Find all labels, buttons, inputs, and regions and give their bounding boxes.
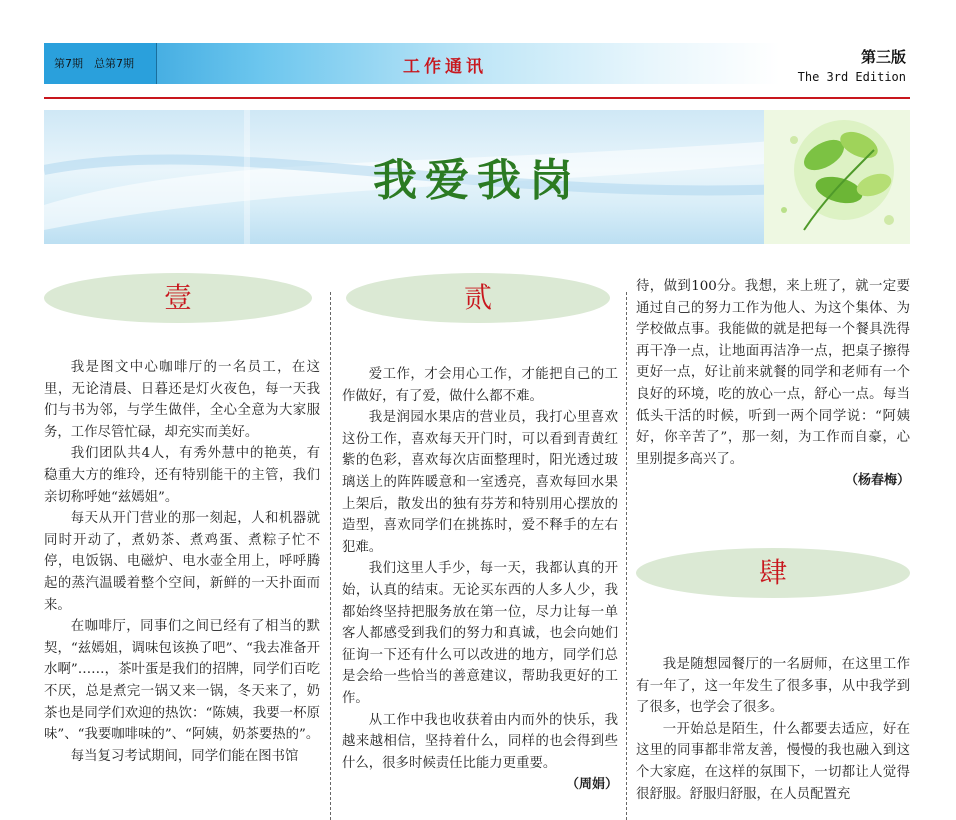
banner: [44, 110, 910, 244]
paragraph: 我是润园水果店的营业员，我打心里喜欢这份工作，喜欢每天开门时，可以看到青黄红紫的色彩，喜欢每次店面整理时，阳光透过玻璃送上的阵阵暖意和一室透亮，喜欢每回水果上架后，散发出的独有芬芳和特别用心摆放的造型，喜欢同学们在挑拣时，爱不释手的左右犯难。: [342, 410, 618, 555]
paragraph: 在咖啡厅，同事们之间已经有了相当的默契，“兹嫣姐，调味包该换了吧”、“我去准备开水啊”……，茶叶蛋是我们的招牌，同学们百吃不厌，总是煮完一锅又来一锅，冬天来了，奶茶也是同学们欢迎的热饮：“陈姨，我要一杯原味”、“我要咖啡味的”、“阿姨，奶茶要热的”。: [44, 619, 320, 743]
issue-number: 第7期 总第7期: [44, 43, 157, 84]
section-heading-1: 壹: [44, 273, 312, 323]
section-heading-4: 肆: [636, 548, 910, 598]
paragraph: 从工作中我也收获着由内而外的快乐，我越来越相信，坚持着什么，同样的也会得到些什么，很多时候责任比能力更重要。: [342, 712, 618, 771]
paragraph: 我们这里人手少，每一天，我都认真的开始，认真的结束。无论买东西的人多人少，我都始终坚持把服务放在第一位，尽力让每一单客人都感受到我们的努力和真诚，也会向她们征询一下还有什么可以改进的地方，同学们总是会给一些恰当的善意建议，帮助我更好的工作。: [342, 561, 618, 706]
paragraph: 我是图文中心咖啡厅的一名员工，在这里，无论清晨、日暮还是灯火夜色，每一天我们与书为邻，与学生做伴，全心全意为大家服务，工作尽管忙碌，却充实而美好。: [44, 360, 320, 440]
section-3-body: [636, 276, 910, 492]
column-divider: [330, 292, 331, 820]
paragraph: 爱工作，才会用心工作，才能把自己的工作做好，有了爱，做什么都不难。: [342, 367, 618, 404]
paragraph: 每天从开门营业的那一刻起，人和机器就同时开动了，煮奶茶、煮鸡蛋、煮粽子忙不停，电饭锅、电磁炉、电水壶全用上，呼呼腾起的蒸汽温暖着整个空间，新鲜的一天扑面而来。: [44, 511, 320, 613]
paragraph: 待，做到100分。我想，来上班了，就一定要通过自己的努力工作为他人、为这个集体、为学校做点事。我能做的就是把每一个餐具洗得再干净一点，让地面再洁净一点，把桌子擦得更好一点，好让前来就餐的同学和老师有一个良好的环境，吃的放心一点，舒心一点。每当低头干活的时候，听到一两个同学说：“阿姨好，你辛苦了”，那一刻，为工作而自豪，心里别提多高兴了。: [636, 279, 910, 467]
section-4-body: [636, 654, 910, 805]
edition-en: The 3rd Edition: [797, 70, 906, 84]
edition-cn: 第三版: [860, 48, 906, 66]
paragraph: 我是随想园餐厅的一名厨师，在这里工作有一年了，这一年发生了很多事，从中我学到了很多，也学会了很多。: [636, 657, 910, 716]
signature: （杨春梅）: [844, 473, 910, 489]
banner-title: 我爱我岗: [373, 155, 581, 206]
header-divider: [44, 97, 910, 99]
section-1-body: [44, 357, 320, 767]
column-divider: [626, 292, 627, 820]
section-heading-2: 贰: [346, 273, 610, 323]
signature: （周娟）: [565, 777, 618, 793]
paragraph: 每当复习考试期间，同学们能在图书馆: [70, 748, 299, 764]
paragraph: 我们团队共4人，有秀外慧中的艳英，有稳重大方的维玲，还有特别能干的主管，我们亲切称呼她“兹嫣姐”。: [44, 446, 320, 505]
edition-block: [798, 46, 906, 84]
masthead-title: 工作通讯: [403, 57, 487, 77]
section-2-body: [342, 364, 618, 796]
paragraph: 一开始总是陌生，什么都要去适应，好在这里的同事都非常友善，慢慢的我也融入到这个大家庭，在这样的氛围下，一切都让人觉得很舒服。舒服归舒服，在人员配置充: [636, 721, 910, 802]
